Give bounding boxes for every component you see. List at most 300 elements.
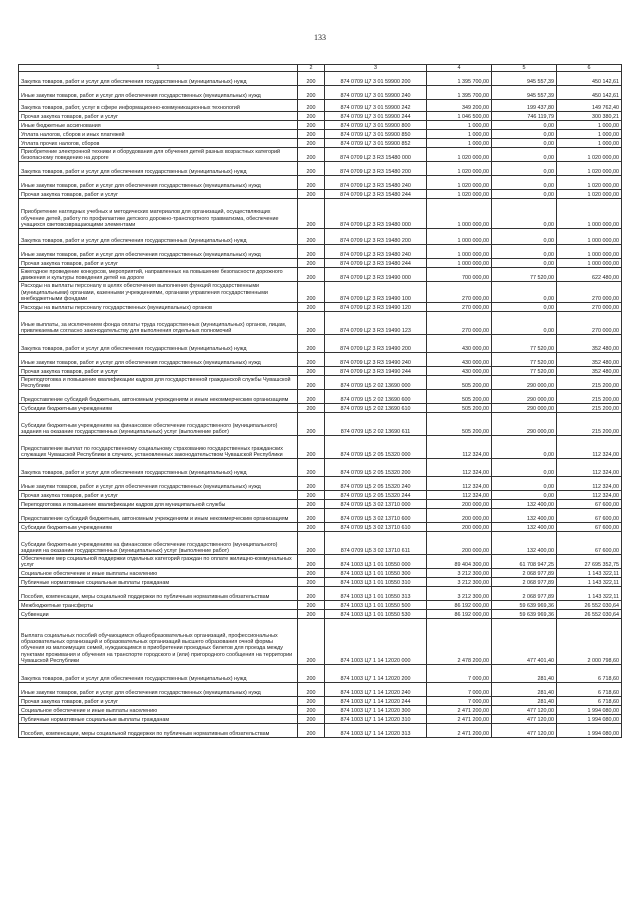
row-name-cell: Иные закупки товаров, работ и услуг для обеспечения государственных (муниципальных) нужд bbox=[19, 683, 298, 697]
row-name-cell: Приобретение наглядных учебных и методических материалов для организаций, осуществляющих обучение детей, работу по профилактике детского дорожно-транспортного травматизма, обеспечение учащихся световозвращающими элементами bbox=[19, 199, 298, 229]
table-body bbox=[19, 72, 622, 738]
row-value-col4-cell: 270 000,00 bbox=[427, 282, 492, 303]
row-kvr-cell: 200 bbox=[298, 413, 325, 436]
row-kvr-cell: 200 bbox=[298, 587, 325, 601]
table-row bbox=[19, 523, 622, 532]
row-kvr-cell: 200 bbox=[298, 376, 325, 390]
row-value-col5-cell: 290 000,00 bbox=[492, 404, 557, 413]
row-code-cell: 874 0709 Ц7 3 01 59900 244 bbox=[325, 112, 427, 121]
row-value-col6-cell: 1 143 322,11 bbox=[557, 587, 622, 601]
table-row bbox=[19, 601, 622, 610]
row-name-cell: Субвенции bbox=[19, 610, 298, 619]
row-code-cell: 874 0709 Ц5 3 02 13710 600 bbox=[325, 509, 427, 523]
table-row bbox=[19, 229, 622, 245]
row-name-cell: Закупка товаров, работ, услуг в сфере информационно-коммуникационных технологий bbox=[19, 100, 298, 112]
table-row bbox=[19, 578, 622, 587]
row-kvr-cell: 200 bbox=[298, 303, 325, 312]
column-header-3: 3 bbox=[325, 65, 427, 72]
row-code-cell: 874 0709 Ц2 3 R3 19480 200 bbox=[325, 229, 427, 245]
row-value-col4-cell: 200 000,00 bbox=[427, 500, 492, 509]
column-header-6: 6 bbox=[557, 65, 622, 72]
row-kvr-cell: 200 bbox=[298, 578, 325, 587]
row-code-cell: 874 0709 Ц7 3 01 59900 850 bbox=[325, 130, 427, 139]
table-row bbox=[19, 190, 622, 199]
row-value-col5-cell: 59 639 969,36 bbox=[492, 601, 557, 610]
row-kvr-cell: 200 bbox=[298, 72, 325, 86]
row-name-cell: Прочая закупка товаров, работ и услуг bbox=[19, 112, 298, 121]
row-value-col4-cell: 505 200,00 bbox=[427, 376, 492, 390]
row-name-cell: Уплата налогов, сборов и иных платежей bbox=[19, 130, 298, 139]
row-code-cell: 874 1003 Ц3 1 01 10550 310 bbox=[325, 578, 427, 587]
row-name-cell: Расходы на выплаты персоналу государственных (муниципальных) органов bbox=[19, 303, 298, 312]
row-value-col5-cell: 2 068 977,89 bbox=[492, 587, 557, 601]
row-value-col6-cell: 6 718,60 bbox=[557, 697, 622, 706]
row-name-cell: Прочая закупка товаров, работ и услуг bbox=[19, 491, 298, 500]
row-name-cell: Переподготовка и повышение квалификации кадров для муниципальной службы bbox=[19, 500, 298, 509]
row-value-col4-cell: 505 200,00 bbox=[427, 413, 492, 436]
row-name-cell: Субсидии бюджетным учреждениям на финансовое обеспечение государственного (муниципального) задания на оказание государственных (муниципальных) услуг (выполнение работ) bbox=[19, 532, 298, 555]
row-value-col4-cell: 89 404 300,00 bbox=[427, 555, 492, 569]
row-kvr-cell: 200 bbox=[298, 436, 325, 459]
row-kvr-cell: 200 bbox=[298, 555, 325, 569]
row-value-col4-cell: 1 020 000,00 bbox=[427, 148, 492, 162]
table-row bbox=[19, 665, 622, 683]
row-code-cell: 874 0709 Ц5 2 05 15320 000 bbox=[325, 436, 427, 459]
row-value-col6-cell: 6 718,60 bbox=[557, 665, 622, 683]
row-code-cell: 874 0709 Ц5 2 02 13690 000 bbox=[325, 376, 427, 390]
row-code-cell: 874 0709 Ц2 3 R3 19490 240 bbox=[325, 353, 427, 367]
row-value-col6-cell: 1 143 322,11 bbox=[557, 578, 622, 587]
row-value-col6-cell: 352 480,00 bbox=[557, 367, 622, 376]
row-value-col6-cell: 215 200,00 bbox=[557, 376, 622, 390]
table-row bbox=[19, 353, 622, 367]
table-row bbox=[19, 610, 622, 619]
row-name-cell: Выплата социальных пособий обучающимся общеобразовательных организаций, профессиональных образовательных организаций и образовательных организаций высшего образования очной формы обучения из малоимущих семей, нуждающимся в приобретении проездных билетов для проезда между пунктами проживания и обучения на транспорте городского и (или) пригородного сообщения на территории Чувашской Республики bbox=[19, 619, 298, 665]
table-row bbox=[19, 436, 622, 459]
row-value-col5-cell: 0,00 bbox=[492, 139, 557, 148]
row-value-col5-cell: 61 708 947,25 bbox=[492, 555, 557, 569]
row-kvr-cell: 200 bbox=[298, 601, 325, 610]
row-value-col5-cell: 945 557,39 bbox=[492, 86, 557, 100]
row-value-col4-cell: 2 478 200,00 bbox=[427, 619, 492, 665]
table-row bbox=[19, 619, 622, 665]
row-kvr-cell: 200 bbox=[298, 491, 325, 500]
row-code-cell: 874 0709 Ц5 2 05 15320 244 bbox=[325, 491, 427, 500]
row-code-cell: 874 1003 Ц7 1 14 12020 313 bbox=[325, 724, 427, 738]
row-kvr-cell: 200 bbox=[298, 112, 325, 121]
row-code-cell: 874 0709 Ц5 3 02 13710 610 bbox=[325, 523, 427, 532]
row-value-col6-cell: 149 762,40 bbox=[557, 100, 622, 112]
row-value-col6-cell: 215 200,00 bbox=[557, 390, 622, 404]
row-name-cell: Иные бюджетные ассигнования bbox=[19, 121, 298, 130]
row-name-cell: Закупка товаров, работ и услуг для обеспечения государственных (муниципальных) нужд bbox=[19, 72, 298, 86]
row-value-col5-cell: 477 401,40 bbox=[492, 619, 557, 665]
row-value-col5-cell: 290 000,00 bbox=[492, 390, 557, 404]
table-row bbox=[19, 130, 622, 139]
row-kvr-cell: 200 bbox=[298, 148, 325, 162]
row-value-col5-cell: 0,00 bbox=[492, 282, 557, 303]
row-value-col6-cell: 112 324,00 bbox=[557, 491, 622, 500]
table-row bbox=[19, 268, 622, 282]
row-kvr-cell: 200 bbox=[298, 176, 325, 190]
row-name-cell: Иные закупки товаров, работ и услуг для обеспечения государственных (муниципальных) нужд bbox=[19, 176, 298, 190]
row-kvr-cell: 200 bbox=[298, 724, 325, 738]
row-value-col5-cell: 132 400,00 bbox=[492, 523, 557, 532]
row-kvr-cell: 200 bbox=[298, 367, 325, 376]
row-value-col5-cell: 477 120,00 bbox=[492, 715, 557, 724]
row-value-col6-cell: 112 324,00 bbox=[557, 436, 622, 459]
row-value-col6-cell: 1 994 080,00 bbox=[557, 724, 622, 738]
row-value-col6-cell: 1 020 000,00 bbox=[557, 148, 622, 162]
row-code-cell: 874 0709 Ц7 3 01 59900 242 bbox=[325, 100, 427, 112]
row-value-col5-cell: 0,00 bbox=[492, 121, 557, 130]
column-number-row bbox=[19, 65, 622, 72]
row-code-cell: 874 0709 Ц2 3 R3 15480 200 bbox=[325, 162, 427, 176]
row-kvr-cell: 200 bbox=[298, 282, 325, 303]
row-code-cell: 874 0709 Ц2 3 R3 19490 200 bbox=[325, 335, 427, 353]
row-value-col5-cell: 77 520,00 bbox=[492, 335, 557, 353]
row-name-cell: Иные выплаты, за исключением фонда оплаты труда государственных (муниципальных) органов, лицам, привлекаемым согласно законодательству для выполнения отдельных полномочий bbox=[19, 312, 298, 335]
table-row bbox=[19, 724, 622, 738]
table-row bbox=[19, 282, 622, 303]
table-row bbox=[19, 121, 622, 130]
row-value-col6-cell: 622 480,00 bbox=[557, 268, 622, 282]
row-value-col6-cell: 27 695 352,75 bbox=[557, 555, 622, 569]
row-kvr-cell: 200 bbox=[298, 130, 325, 139]
row-value-col5-cell: 77 520,00 bbox=[492, 353, 557, 367]
row-value-col4-cell: 2 471 200,00 bbox=[427, 715, 492, 724]
row-code-cell: 874 0709 Ц2 3 R3 15480 240 bbox=[325, 176, 427, 190]
row-value-col5-cell: 0,00 bbox=[492, 259, 557, 268]
row-value-col6-cell: 1 994 080,00 bbox=[557, 706, 622, 715]
table-row bbox=[19, 706, 622, 715]
row-code-cell: 874 1003 Ц7 1 14 12020 240 bbox=[325, 683, 427, 697]
row-name-cell: Прочая закупка товаров, работ и услуг bbox=[19, 259, 298, 268]
row-kvr-cell: 200 bbox=[298, 500, 325, 509]
row-value-col4-cell: 112 324,00 bbox=[427, 436, 492, 459]
row-value-col5-cell: 0,00 bbox=[492, 199, 557, 229]
table-row bbox=[19, 555, 622, 569]
row-name-cell: Закупка товаров, работ и услуг для обеспечения государственных (муниципальных) нужд bbox=[19, 665, 298, 683]
table-row bbox=[19, 697, 622, 706]
row-value-col6-cell: 1 020 000,00 bbox=[557, 162, 622, 176]
table-row bbox=[19, 390, 622, 404]
column-header-4: 4 bbox=[427, 65, 492, 72]
row-value-col5-cell: 199 437,80 bbox=[492, 100, 557, 112]
row-kvr-cell: 200 bbox=[298, 532, 325, 555]
row-value-col5-cell: 0,00 bbox=[492, 303, 557, 312]
row-value-col5-cell: 0,00 bbox=[492, 459, 557, 477]
row-value-col5-cell: 77 520,00 bbox=[492, 367, 557, 376]
row-value-col4-cell: 112 324,00 bbox=[427, 477, 492, 491]
row-code-cell: 874 0709 Ц5 3 02 13710 611 bbox=[325, 532, 427, 555]
row-kvr-cell: 200 bbox=[298, 353, 325, 367]
row-code-cell: 874 1003 Ц7 1 14 12020 200 bbox=[325, 665, 427, 683]
row-code-cell: 874 0709 Ц2 3 R3 19490 120 bbox=[325, 303, 427, 312]
row-code-cell: 874 0709 Ц5 3 02 13710 000 bbox=[325, 500, 427, 509]
row-value-col6-cell: 26 552 030,64 bbox=[557, 601, 622, 610]
row-value-col6-cell: 215 200,00 bbox=[557, 413, 622, 436]
table-row bbox=[19, 112, 622, 121]
table-row bbox=[19, 86, 622, 100]
row-value-col5-cell: 0,00 bbox=[492, 477, 557, 491]
row-value-col4-cell: 1 000 000,00 bbox=[427, 245, 492, 259]
table-row bbox=[19, 404, 622, 413]
row-value-col4-cell: 200 000,00 bbox=[427, 509, 492, 523]
row-value-col4-cell: 112 324,00 bbox=[427, 459, 492, 477]
row-value-col6-cell: 1 000 000,00 bbox=[557, 229, 622, 245]
row-kvr-cell: 200 bbox=[298, 100, 325, 112]
row-value-col4-cell: 7 000,00 bbox=[427, 683, 492, 697]
row-value-col5-cell: 132 400,00 bbox=[492, 509, 557, 523]
row-code-cell: 874 0709 Ц7 3 01 59900 240 bbox=[325, 86, 427, 100]
row-kvr-cell: 200 bbox=[298, 715, 325, 724]
row-code-cell: 874 0709 Ц5 2 05 15320 240 bbox=[325, 477, 427, 491]
row-value-col5-cell: 0,00 bbox=[492, 130, 557, 139]
row-name-cell: Пособия, компенсации, меры социальной поддержки по публичным нормативным обязательствам bbox=[19, 724, 298, 738]
row-name-cell: Публичные нормативные социальные выплаты гражданам bbox=[19, 715, 298, 724]
row-value-col6-cell: 1 143 322,11 bbox=[557, 569, 622, 578]
row-value-col4-cell: 430 000,00 bbox=[427, 353, 492, 367]
row-value-col6-cell: 1 020 000,00 bbox=[557, 190, 622, 199]
row-kvr-cell: 200 bbox=[298, 229, 325, 245]
row-value-col6-cell: 26 552 030,64 bbox=[557, 610, 622, 619]
row-name-cell: Межбюджетные трансферты bbox=[19, 601, 298, 610]
row-code-cell: 874 1003 Ц7 1 14 12020 300 bbox=[325, 706, 427, 715]
row-value-col4-cell: 430 000,00 bbox=[427, 367, 492, 376]
row-value-col4-cell: 1 000,00 bbox=[427, 121, 492, 130]
column-header-5: 5 bbox=[492, 65, 557, 72]
row-code-cell: 874 0709 Ц2 3 R3 19480 240 bbox=[325, 245, 427, 259]
row-kvr-cell: 200 bbox=[298, 459, 325, 477]
row-value-col5-cell: 281,40 bbox=[492, 697, 557, 706]
row-code-cell: 874 0709 Ц2 3 R3 19490 000 bbox=[325, 268, 427, 282]
table-row bbox=[19, 139, 622, 148]
row-value-col5-cell: 477 120,00 bbox=[492, 724, 557, 738]
row-value-col6-cell: 67 600,00 bbox=[557, 532, 622, 555]
row-value-col5-cell: 59 639 969,36 bbox=[492, 610, 557, 619]
table-row bbox=[19, 477, 622, 491]
row-value-col4-cell: 1 020 000,00 bbox=[427, 176, 492, 190]
row-value-col4-cell: 86 192 000,00 bbox=[427, 610, 492, 619]
row-value-col4-cell: 270 000,00 bbox=[427, 303, 492, 312]
row-value-col6-cell: 270 000,00 bbox=[557, 282, 622, 303]
row-name-cell: Уплата прочих налогов, сборов bbox=[19, 139, 298, 148]
row-value-col5-cell: 0,00 bbox=[492, 436, 557, 459]
row-code-cell: 874 1003 Ц3 1 01 10550 000 bbox=[325, 555, 427, 569]
budget-execution-table bbox=[18, 64, 622, 738]
row-code-cell: 874 1003 Ц3 1 01 10550 313 bbox=[325, 587, 427, 601]
row-value-col4-cell: 2 471 200,00 bbox=[427, 724, 492, 738]
table-row bbox=[19, 335, 622, 353]
row-code-cell: 874 0709 Ц2 3 R3 19490 100 bbox=[325, 282, 427, 303]
table-row bbox=[19, 532, 622, 555]
table-row bbox=[19, 162, 622, 176]
row-value-col4-cell: 505 200,00 bbox=[427, 404, 492, 413]
row-value-col5-cell: 281,40 bbox=[492, 665, 557, 683]
row-value-col4-cell: 1 000 000,00 bbox=[427, 199, 492, 229]
row-value-col6-cell: 67 600,00 bbox=[557, 523, 622, 532]
row-value-col4-cell: 700 000,00 bbox=[427, 268, 492, 282]
table-row bbox=[19, 245, 622, 259]
table-row bbox=[19, 413, 622, 436]
row-value-col4-cell: 270 000,00 bbox=[427, 312, 492, 335]
row-value-col5-cell: 290 000,00 bbox=[492, 413, 557, 436]
row-value-col5-cell: 945 557,39 bbox=[492, 72, 557, 86]
row-name-cell: Публичные нормативные социальные выплаты гражданам bbox=[19, 578, 298, 587]
row-value-col4-cell: 1 395 700,00 bbox=[427, 72, 492, 86]
row-value-col6-cell: 450 142,61 bbox=[557, 72, 622, 86]
row-value-col6-cell: 300 380,21 bbox=[557, 112, 622, 121]
row-value-col5-cell: 0,00 bbox=[492, 491, 557, 500]
table-row bbox=[19, 569, 622, 578]
row-value-col4-cell: 1 046 500,00 bbox=[427, 112, 492, 121]
table-row bbox=[19, 376, 622, 390]
table-row bbox=[19, 312, 622, 335]
row-code-cell: 874 0709 Ц2 3 R3 19490 244 bbox=[325, 367, 427, 376]
row-name-cell: Иные закупки товаров, работ и услуг для обеспечения государственных (муниципальных) нужд bbox=[19, 245, 298, 259]
row-value-col4-cell: 7 000,00 bbox=[427, 665, 492, 683]
row-code-cell: 874 1003 Ц3 1 01 10550 500 bbox=[325, 601, 427, 610]
column-header-1: 1 bbox=[19, 65, 298, 72]
row-value-col5-cell: 0,00 bbox=[492, 176, 557, 190]
row-code-cell: 874 1003 Ц7 1 14 12020 310 bbox=[325, 715, 427, 724]
table-row bbox=[19, 148, 622, 162]
row-code-cell: 874 0709 Ц7 3 01 59900 200 bbox=[325, 72, 427, 86]
row-name-cell: Переподготовка и повышение квалификации кадров для государственной гражданской службы Чувашской Республики bbox=[19, 376, 298, 390]
row-value-col4-cell: 7 000,00 bbox=[427, 697, 492, 706]
row-value-col4-cell: 349 200,00 bbox=[427, 100, 492, 112]
row-value-col6-cell: 2 000 798,60 bbox=[557, 619, 622, 665]
row-value-col5-cell: 2 068 977,89 bbox=[492, 569, 557, 578]
row-value-col4-cell: 1 000 000,00 bbox=[427, 259, 492, 268]
row-value-col4-cell: 3 212 300,00 bbox=[427, 569, 492, 578]
row-value-col6-cell: 1 000 000,00 bbox=[557, 259, 622, 268]
row-kvr-cell: 200 bbox=[298, 86, 325, 100]
row-code-cell: 874 0709 Ц2 3 R3 19480 000 bbox=[325, 199, 427, 229]
row-value-col6-cell: 1 000,00 bbox=[557, 121, 622, 130]
row-value-col6-cell: 1 994 080,00 bbox=[557, 715, 622, 724]
row-code-cell: 874 0709 Ц5 2 02 13690 611 bbox=[325, 413, 427, 436]
row-value-col4-cell: 1 000,00 bbox=[427, 130, 492, 139]
row-value-col4-cell: 112 324,00 bbox=[427, 491, 492, 500]
table-row bbox=[19, 491, 622, 500]
row-name-cell: Субсидии бюджетным учреждениям bbox=[19, 404, 298, 413]
row-name-cell: Закупка товаров, работ и услуг для обеспечения государственных (муниципальных) нужд bbox=[19, 229, 298, 245]
row-value-col6-cell: 1 000 000,00 bbox=[557, 199, 622, 229]
row-value-col6-cell: 112 324,00 bbox=[557, 477, 622, 491]
row-name-cell: Предоставление субсидий бюджетным, автономным учреждениям и иным некоммерческим организациям bbox=[19, 390, 298, 404]
row-kvr-cell: 200 bbox=[298, 139, 325, 148]
row-kvr-cell: 200 bbox=[298, 121, 325, 130]
row-value-col6-cell: 112 324,00 bbox=[557, 459, 622, 477]
row-value-col6-cell: 352 480,00 bbox=[557, 353, 622, 367]
row-name-cell: Приобретение электронной техники и оборудования для обучения детей разных возрастных категорий безопасному поведению на дороге bbox=[19, 148, 298, 162]
row-value-col6-cell: 1 000 000,00 bbox=[557, 245, 622, 259]
row-value-col5-cell: 0,00 bbox=[492, 190, 557, 199]
row-value-col4-cell: 430 000,00 bbox=[427, 335, 492, 353]
row-name-cell: Прочая закупка товаров, работ и услуг bbox=[19, 190, 298, 199]
row-name-cell: Обеспечение мер социальной поддержки отдельных категорий граждан по оплате жилищно-коммунальных услуг bbox=[19, 555, 298, 569]
row-value-col5-cell: 132 400,00 bbox=[492, 532, 557, 555]
table-row bbox=[19, 459, 622, 477]
row-value-col4-cell: 1 000 000,00 bbox=[427, 229, 492, 245]
row-value-col6-cell: 1 000,00 bbox=[557, 139, 622, 148]
row-code-cell: 874 0709 Ц2 3 R3 19490 123 bbox=[325, 312, 427, 335]
row-value-col5-cell: 132 400,00 bbox=[492, 500, 557, 509]
row-kvr-cell: 200 bbox=[298, 683, 325, 697]
table-row bbox=[19, 683, 622, 697]
row-value-col6-cell: 67 600,00 bbox=[557, 500, 622, 509]
row-code-cell: 874 1003 Ц3 1 01 10550 530 bbox=[325, 610, 427, 619]
row-name-cell: Социальное обеспечение и иные выплаты населению bbox=[19, 706, 298, 715]
table-row bbox=[19, 100, 622, 112]
row-kvr-cell: 200 bbox=[298, 665, 325, 683]
row-kvr-cell: 200 bbox=[298, 569, 325, 578]
row-kvr-cell: 200 bbox=[298, 199, 325, 229]
column-header-2: 2 bbox=[298, 65, 325, 72]
row-value-col4-cell: 3 212 300,00 bbox=[427, 578, 492, 587]
row-code-cell: 874 0709 Ц5 2 05 15320 200 bbox=[325, 459, 427, 477]
row-kvr-cell: 200 bbox=[298, 259, 325, 268]
row-value-col5-cell: 0,00 bbox=[492, 229, 557, 245]
row-value-col4-cell: 1 020 000,00 bbox=[427, 190, 492, 199]
row-value-col4-cell: 3 212 300,00 bbox=[427, 587, 492, 601]
row-value-col5-cell: 0,00 bbox=[492, 245, 557, 259]
row-kvr-cell: 200 bbox=[298, 190, 325, 199]
table-row bbox=[19, 303, 622, 312]
row-value-col4-cell: 1 020 000,00 bbox=[427, 162, 492, 176]
row-value-col5-cell: 746 119,79 bbox=[492, 112, 557, 121]
table-row bbox=[19, 259, 622, 268]
row-name-cell: Пособия, компенсации, меры социальной поддержки по публичным нормативным обязательствам bbox=[19, 587, 298, 601]
row-code-cell: 874 0709 Ц7 3 01 59900 852 bbox=[325, 139, 427, 148]
table-row bbox=[19, 72, 622, 86]
row-code-cell: 874 0709 Ц5 2 02 13690 610 bbox=[325, 404, 427, 413]
row-value-col5-cell: 0,00 bbox=[492, 148, 557, 162]
row-kvr-cell: 200 bbox=[298, 390, 325, 404]
row-value-col6-cell: 1 020 000,00 bbox=[557, 176, 622, 190]
table-row bbox=[19, 199, 622, 229]
row-value-col6-cell: 67 600,00 bbox=[557, 509, 622, 523]
row-value-col4-cell: 505 200,00 bbox=[427, 390, 492, 404]
table-row bbox=[19, 367, 622, 376]
row-value-col4-cell: 2 471 200,00 bbox=[427, 706, 492, 715]
row-kvr-cell: 200 bbox=[298, 268, 325, 282]
row-code-cell: 874 0709 Ц5 2 02 13690 600 bbox=[325, 390, 427, 404]
row-kvr-cell: 200 bbox=[298, 523, 325, 532]
row-value-col4-cell: 1 000,00 bbox=[427, 139, 492, 148]
row-kvr-cell: 200 bbox=[298, 404, 325, 413]
row-value-col6-cell: 1 000,00 bbox=[557, 130, 622, 139]
row-value-col6-cell: 270 000,00 bbox=[557, 303, 622, 312]
row-kvr-cell: 200 bbox=[298, 610, 325, 619]
table-row bbox=[19, 176, 622, 190]
row-name-cell: Иные закупки товаров, работ и услуг для обеспечения государственных (муниципальных) нужд bbox=[19, 353, 298, 367]
row-value-col5-cell: 477 120,00 bbox=[492, 706, 557, 715]
row-code-cell: 874 1003 Ц7 1 14 12020 000 bbox=[325, 619, 427, 665]
row-kvr-cell: 200 bbox=[298, 619, 325, 665]
row-code-cell: 874 0709 Ц2 3 R3 15480 000 bbox=[325, 148, 427, 162]
row-kvr-cell: 200 bbox=[298, 509, 325, 523]
row-name-cell: Предоставление субсидий бюджетным, автономным учреждениям и иным некоммерческим организациям bbox=[19, 509, 298, 523]
row-kvr-cell: 200 bbox=[298, 335, 325, 353]
row-value-col6-cell: 270 000,00 bbox=[557, 312, 622, 335]
row-value-col6-cell: 6 718,60 bbox=[557, 683, 622, 697]
row-value-col5-cell: 281,40 bbox=[492, 683, 557, 697]
row-name-cell: Закупка товаров, работ и услуг для обеспечения государственных (муниципальных) нужд bbox=[19, 162, 298, 176]
row-name-cell: Закупка товаров, работ и услуг для обеспечения государственных (муниципальных) нужд bbox=[19, 335, 298, 353]
